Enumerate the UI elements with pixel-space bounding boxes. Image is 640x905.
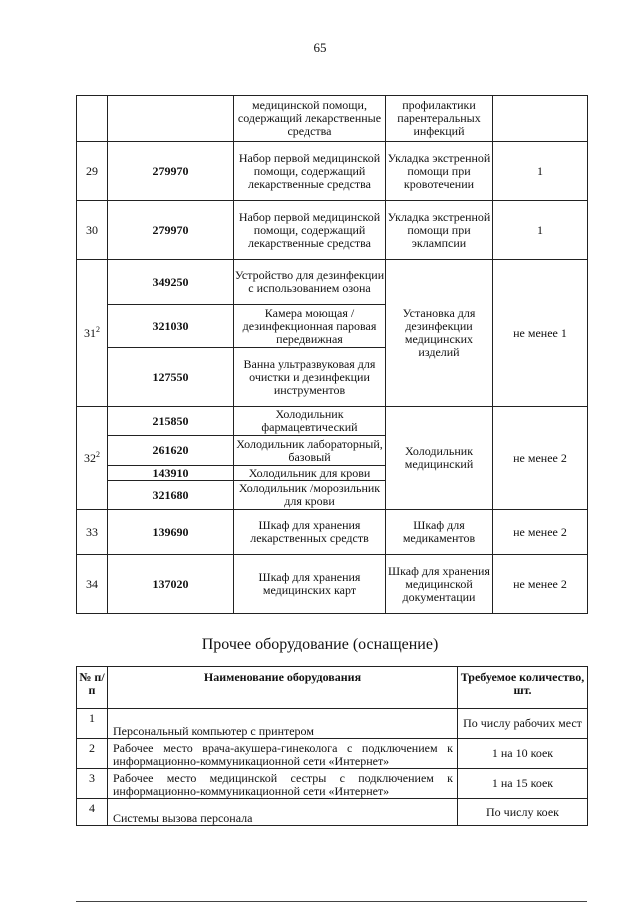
row-name: Персональный компьютер с принтером <box>108 709 458 739</box>
item-code: 143910 <box>108 466 234 481</box>
row-name: Системы вызова персонала <box>108 799 458 826</box>
item-code: 321030 <box>108 305 234 348</box>
item-name: Холодильник для крови <box>234 466 386 481</box>
row-qty: 1 <box>493 201 588 260</box>
header-row <box>77 667 588 709</box>
item-name: Холодильник лабораторный, базовый <box>234 436 386 466</box>
group-type: Холодильник медицинский <box>386 407 493 510</box>
table-row <box>77 96 588 142</box>
table-row <box>77 799 588 826</box>
row-qty <box>493 96 588 142</box>
group-num <box>77 260 108 407</box>
header-qty: Требуемое количество, шт. <box>458 667 588 709</box>
row-qty: 1 на 15 коек <box>458 769 588 799</box>
page-number: 65 <box>313 40 327 55</box>
table-row <box>77 739 588 769</box>
item-name: Холодильник фармацевтический <box>234 407 386 436</box>
row-num: 2 <box>77 739 108 769</box>
row-qty: 1 <box>493 142 588 201</box>
group-num <box>77 407 108 510</box>
row-num: 30 <box>77 201 108 260</box>
row-type: Шкаф для хранения медицинской документации <box>386 555 493 614</box>
item-code: 321680 <box>108 481 234 510</box>
table-row <box>77 260 588 305</box>
table-row <box>77 201 588 260</box>
group-type: Установка для дезинфекции медицинских изделий <box>386 260 493 407</box>
row-num: 33 <box>77 510 108 555</box>
row-num: 34 <box>77 555 108 614</box>
group-qty: не менее 2 <box>493 407 588 510</box>
row-type: профилактики парентеральных инфекций <box>386 96 493 142</box>
row-num: 4 <box>77 799 108 826</box>
table-row <box>77 510 588 555</box>
group-num-value: 31 <box>84 325 96 340</box>
table-row <box>77 709 588 739</box>
section-title: Прочее оборудование (оснащение) <box>201 636 439 653</box>
row-qty: По числу коек <box>458 799 588 826</box>
item-code: 261620 <box>108 436 234 466</box>
item-name: Ванна ультразвуковая для очистки и дезинфекции инструментов <box>234 348 386 407</box>
row-name: Набор первой медицинской помощи, содержащий лекарственные средства <box>234 142 386 201</box>
group-num-sup: 2 <box>96 324 100 334</box>
row-type: Укладка экстренной помощи при кровотечении <box>386 142 493 201</box>
row-num <box>77 96 108 142</box>
row-qty: не менее 2 <box>493 510 588 555</box>
table-row <box>77 555 588 614</box>
other-equipment-table <box>76 666 588 826</box>
group-num-sup: 2 <box>96 449 100 459</box>
table-row <box>77 407 588 436</box>
row-code <box>108 96 234 142</box>
row-name: Шкаф для хранения лекарственных средств <box>234 510 386 555</box>
row-name: медицинской помощи, содержащий лекарственные средства <box>234 96 386 142</box>
row-name: Набор первой медицинской помощи, содержащий лекарственные средства <box>234 201 386 260</box>
row-name: Шкаф для хранения медицинских карт <box>234 555 386 614</box>
row-type: Укладка экстренной помощи при эклампсии <box>386 201 493 260</box>
table-row <box>77 142 588 201</box>
row-type: Шкаф для медикаментов <box>386 510 493 555</box>
item-code: 215850 <box>108 407 234 436</box>
group-num-value: 32 <box>84 450 96 465</box>
item-name: Устройство для дезинфекции с использованием озона <box>234 260 386 305</box>
row-num: 3 <box>77 769 108 799</box>
equipment-table <box>76 95 588 614</box>
row-code: 279970 <box>108 142 234 201</box>
row-qty: 1 на 10 коек <box>458 739 588 769</box>
row-code: 137020 <box>108 555 234 614</box>
page-bottom-rule <box>76 901 587 902</box>
row-num: 29 <box>77 142 108 201</box>
row-name: Рабочее место медицинской сестры с подключением к информационно-коммуникационной сети «Интернет» <box>108 769 458 799</box>
row-qty: не менее 2 <box>493 555 588 614</box>
row-name: Рабочее место врача-акушера-гинеколога с подключением к информационно-коммуникационной сети «Интернет» <box>108 739 458 769</box>
row-qty: По числу рабочих мест <box>458 709 588 739</box>
item-name: Холодильник /морозильник для крови <box>234 481 386 510</box>
row-num: 1 <box>77 709 108 739</box>
item-code: 127550 <box>108 348 234 407</box>
item-code: 349250 <box>108 260 234 305</box>
group-qty: не менее 1 <box>493 260 588 407</box>
item-name: Камера моющая /дезинфекционная паровая передвижная <box>234 305 386 348</box>
row-code: 139690 <box>108 510 234 555</box>
header-name: Наименование оборудования <box>108 667 458 709</box>
table-row <box>77 769 588 799</box>
row-code: 279970 <box>108 201 234 260</box>
header-num: № п/п <box>77 667 108 709</box>
